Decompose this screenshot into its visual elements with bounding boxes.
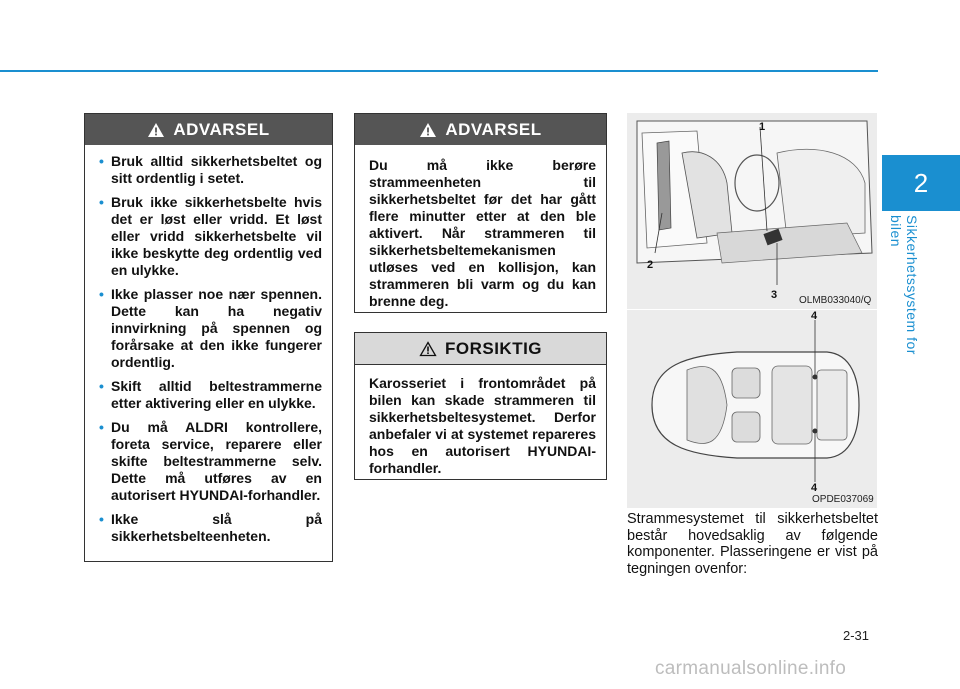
page-number: 2-31 xyxy=(843,628,870,643)
caution-header xyxy=(355,333,606,365)
warning-title: ADVARSEL xyxy=(173,119,270,139)
warning-box-mid xyxy=(354,113,607,313)
warning-header xyxy=(85,114,332,145)
watermark: carmanualsonline.info xyxy=(655,658,847,679)
list-item: • Skift alltid beltestrammerne etter aktivering eller en ulykke. xyxy=(99,378,322,412)
callout-2: 2 xyxy=(647,259,654,271)
figure-code: OPDE037069 xyxy=(812,494,874,505)
caution-box xyxy=(354,332,607,480)
warning-text: Du må ikke berøre strammeenheten til sikkerhetsbeltet før det har gått flere minutter etter at den ble aktivert. Når strammeren til sikkerhetsbeltemekanismen utløses ved en kollisjon, kan strammeren bli varm og du kan brenne deg. xyxy=(369,157,596,309)
warning-triangle-icon xyxy=(147,122,165,138)
chapter-tab[interactable] xyxy=(882,155,960,211)
body-paragraph: Strammesystemet til sikkerhetsbeltet består hovedsaklig av følgende komponenter. Plasseringene er vist på tegningen ovenfor: xyxy=(627,511,878,577)
callout-4-top: 4 xyxy=(811,310,818,322)
chapter-title: Sikkerhetssystem for bilen xyxy=(888,215,920,355)
list-item: • Du må ALDRI kontrollere, foreta service, reparere eller skifte beltestrammerne selv. Dette må utføres av en autorisert HYUNDAI-forhandler. xyxy=(99,419,322,504)
list-item: • Bruk alltid sikkerhetsbeltet og sitt ordentlig i setet. xyxy=(99,153,322,187)
warning-triangle-icon xyxy=(419,122,437,138)
warning-box-left xyxy=(84,113,333,562)
figure-code: OLMB033040/Q xyxy=(799,295,872,306)
list-item: • Ikke slå på sikkerhetsbelteenheten. xyxy=(99,511,322,545)
list-item: • Bruk ikke sikkerhetsbelte hvis det er løst eller vridd. Et løst eller vridd sikkerhetsbelte vil ikke beskytte deg ordentlig ved en ulykke. xyxy=(99,194,322,279)
caution-title: FORSIKTIG xyxy=(444,338,543,358)
topview-illustration xyxy=(627,310,877,508)
caution-triangle-icon xyxy=(419,341,437,357)
callout-3: 3 xyxy=(771,289,778,301)
callout-4-bottom: 4 xyxy=(811,482,818,494)
chapter-number: 2 xyxy=(913,167,929,198)
caution-text: Karosseriet i frontområdet på bilen kan skade strammeren til sikkerhetsbeltesystemet. Derfor anbefaler vi at systemet repareres hos en autorisert HYUNDAI-forhandler. xyxy=(369,375,596,476)
warning-list xyxy=(99,153,322,545)
callout-1: 1 xyxy=(759,121,766,133)
interior-illustration xyxy=(627,113,877,309)
car-topview-drawing xyxy=(627,310,877,508)
car-interior-drawing xyxy=(627,113,877,309)
list-item: • Ikke plasser noe nær spennen. Dette kan ha negativ innvirkning på spennen og forårsake at den ikke fungerer ordentlig. xyxy=(99,286,322,371)
warning-title: ADVARSEL xyxy=(445,119,542,139)
warning-header xyxy=(355,114,606,145)
header-rule xyxy=(0,70,878,72)
